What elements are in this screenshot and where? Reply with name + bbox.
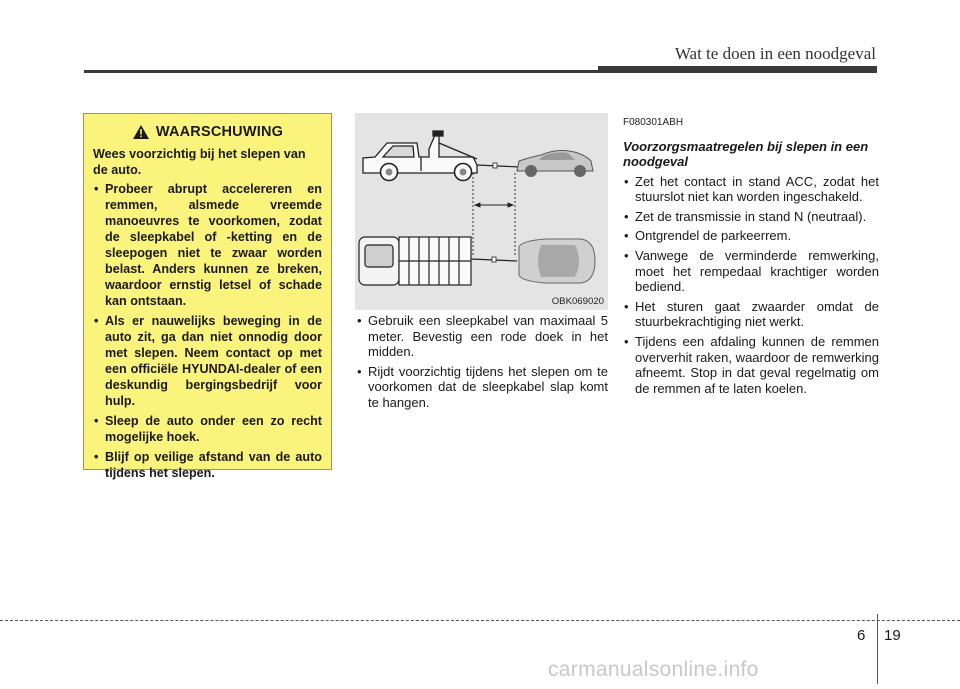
right-list xyxy=(623,174,879,397)
right-item: • Vanwege de verminderde remwerking, moet het rempedaal krachtiger worden bediend. xyxy=(623,248,879,295)
section-subheading: Voorzorgsmaatregelen bij slepen in een noodgeval xyxy=(623,138,869,169)
right-item: • Zet de transmissie in stand N (neutraal). xyxy=(623,209,879,225)
watermark: carmanualsonline.info xyxy=(548,658,759,681)
section-code: F080301ABH xyxy=(623,117,684,128)
towed-car-side xyxy=(517,151,593,178)
warning-intro: Wees voorzichtig bij het slepen van de auto. xyxy=(93,147,306,177)
towed-car-top xyxy=(519,239,595,283)
header-title: Wat te doen in een noodgeval xyxy=(674,44,876,63)
towing-diagram xyxy=(355,113,608,310)
warning-item: • Blijf op veilige afstand van de auto tijdens het slepen. xyxy=(93,449,322,481)
warning-triangle-icon xyxy=(132,124,150,140)
warning-heading xyxy=(93,124,322,140)
right-item: • Tijdens een afdaling kunnen de remmen oververhit raken, waardoor de remwerking afneemt. Stop in dat geval regelmatig om de remmen af te laten koelen. xyxy=(623,334,879,396)
warning-item: • Als er nauwelijks beweging in de auto zit, ga dan niet onnodig door met slepen. Neem contact op met een officiële HYUNDAI-dealer of een deskundig bergingsbedrijf voor hulp. xyxy=(93,313,322,409)
footer-rule xyxy=(0,620,960,621)
warning-item: • Probeer abrupt accelereren en remmen, alsmede vreemde manoeuvres te voorkomen, zodat de sleepkabel of -ketting en de sleepogen niet te zwaar worden belast. Anders kunnen ze breken, waardoor ernstig letsel of schade kan ontstaan. xyxy=(93,181,322,309)
tow-line-side xyxy=(477,165,520,167)
right-item: • Ontgrendel de parkeerrem. xyxy=(623,228,879,244)
figure-code: OBK069020 xyxy=(551,296,604,307)
header-tab xyxy=(598,66,877,73)
right-column xyxy=(623,115,879,400)
chapter-number: 6 xyxy=(857,627,866,644)
distance-marker xyxy=(473,173,515,255)
towing-illustration xyxy=(355,113,608,310)
middle-list xyxy=(356,313,608,411)
tow-truck-top xyxy=(359,237,471,285)
middle-item: • Gebruik een sleepkabel van maximaal 5 meter. Bevestig een rode doek in het midden. xyxy=(356,313,608,360)
page-number: 19 xyxy=(884,627,901,644)
right-item: • Het sturen gaat zwaarder omdat de stuurbekrachtiging niet werkt. xyxy=(623,299,879,330)
warning-box xyxy=(83,113,332,480)
right-item: • Zet het contact in stand ACC, zodat het stuurslot niet kan worden ingeschakeld. xyxy=(623,174,879,205)
warning-title: WAARSCHUWING xyxy=(155,124,284,140)
middle-item: • Rijdt voorzichtig tijdens het slepen om te voorkomen dat de sleepkabel slap komt te hangen. xyxy=(356,364,608,411)
warning-list xyxy=(93,181,322,481)
middle-column xyxy=(356,313,608,415)
warning-item: • Sleep de auto onder een zo recht mogelijke hoek. xyxy=(93,413,322,445)
footer-divider xyxy=(877,614,878,684)
